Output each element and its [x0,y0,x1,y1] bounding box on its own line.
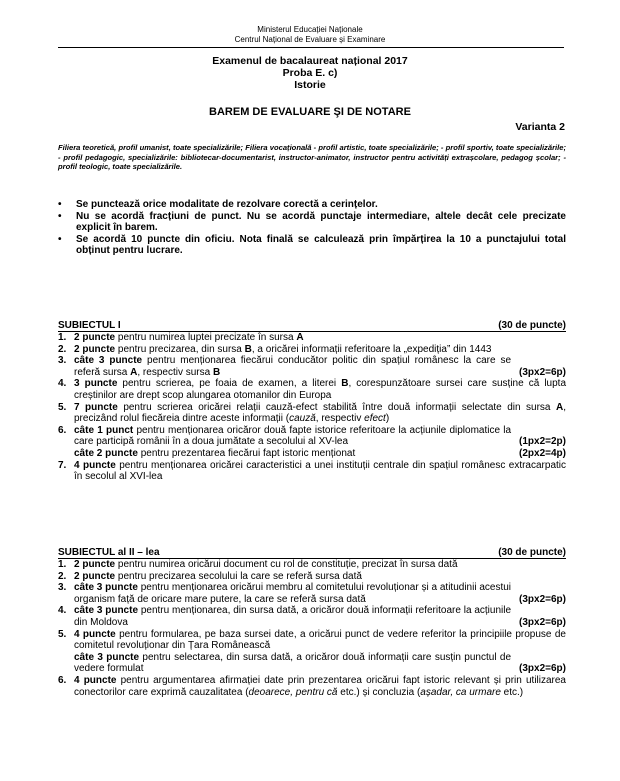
bullet-icon: • [58,199,62,210]
barem-item: 7. 4 puncte pentru menționarea oricărei caracteristici a unei instituții centrale din spațiul românesc extracarpatic în secolul al XVI-lea [58,459,567,483]
subject-1-points: (30 de puncte) [498,320,566,331]
rule-item: • Se punctează orice modalitate de rezolvare corectă a cerințelor. [58,199,378,210]
variant-label: Varianta 2 [515,121,565,133]
points-value: (3px2=6p) [519,593,566,605]
exam-title-block [0,55,620,91]
barem-item: 5. 7 puncte pentru scrierea oricărei relații cauză-efect stabilită între două informații selectate din sursa A, precizând rolul fiecăreia dintre aceste informații (cauză, respectiv efect) [58,401,566,425]
bullet-icon: • [58,210,62,222]
barem-item: 4. 3 puncte pentru scrierea, pe foaia de examen, a literei B, corespunzătoare sursei care susține că lupta creștinilor are drept scop alungarea otomanilor din Europa [58,378,567,401]
points-value: (3px2=6p) [519,366,566,378]
institution-header [0,25,620,45]
barem-item: 6. câte 1 punct pentru menționarea oricăror două fapte istorice referitoare la acțiunile diplomatice la care participă românii în a doua jumătate a secolului al XV-lea (1px2=2p) câte 2 puncte pentru prezentarea fiecărui fapt istoric menționat (2px2=4p) [58,424,566,459]
barem-item: 5. 4 puncte pentru formularea, pe baza sursei date, a oricărui punct de vedere referitor la principiile propuse de comitetul revoluționar din Țara Românească câte 3 puncte pentru selectarea, din sursa dată, a oricăror două informații care susțin punctul de vedere formulat (3px2=6p) [58,628,566,675]
points-value: (3px2=6p) [519,616,566,628]
subject-2-points: (30 de puncte) [498,547,566,558]
barem-title: BAREM DE EVALUARE ŞI DE NOTARE [209,106,411,118]
barem-item: 1. 2 puncte pentru numirea oricărui document cu rol de constituție, precizat în sursa dată [58,559,458,570]
barem-item: 3. câte 3 puncte pentru menționarea fiecărui conducător politic din spațiul românesc la care se referă sursa A, respectiv sursa B (3px2=6p) [58,355,566,378]
subject-1 [58,320,566,483]
general-rules [58,199,566,257]
points-value: (2px2=4p) [519,447,566,459]
subject-2-title: SUBIECTUL al II – lea [58,547,160,558]
subject-1-header [58,320,566,332]
points-value: (1px2=2p) [519,436,566,448]
barem-item: 4. câte 3 puncte pentru menționarea, din sursa dată, a oricăror două informații referitoare la acțiunile din Moldova (3px2=6p) [58,605,566,628]
ministry-name: Ministerul Educației Naționale [257,25,363,34]
center-name: Centrul Național de Evaluare și Examinare [234,35,386,44]
barem-item: 3. câte 3 puncte pentru menționarea oricărui membru al comitetului revoluționar și a atitudinii acestui organism față de oricare mare putere, la care se referă sursa dată (3px2=6p) [58,582,566,605]
points-value: (3px2=6p) [519,663,566,675]
subject-1-title: SUBIECTUL I [58,320,121,331]
barem-item: 2. 2 puncte pentru precizarea secolului la care se referă sursa dată [58,570,362,582]
filiera-text: Filiera teoretică, profil umanist, toate specializările; Filiera vocațională - profil artistic, toate specializările; - profil sportiv, toate specializările; - profil pedagogic, specializările: bibliotecar-documentarist, instructor-animator, instructor pentru activități extrașcolare, pedagog școlar; - profil teologic, toate specializările. [58,143,566,171]
barem-item: 1. 2 puncte pentru numirea luptei precizate în sursa A [58,332,304,343]
barem-item: 6. 4 puncte pentru argumentarea afirmației date prin prezentarea oricărui fapt istoric relevant și prin utilizarea conectorilor care exprimă cauzalitatea (deoarece, pentru că etc.) și concluzia (așadar, ca urmare etc.) [58,674,566,698]
exam-title: Examenul de bacalaureat național 2017 [212,55,408,67]
rule-item: • Nu se acordă fracțiuni de punct. Nu se acordă punctaje intermediare, altele decât cele precizate explicit în barem. [58,210,566,234]
rule-item: • Se acordă 10 puncte din oficiu. Nota finală se calculează prin împărțirea la 10 a punctajului total obținut pentru lucrare. [58,233,566,257]
header-divider [58,47,564,48]
exam-proba: Proba E. c) [282,67,338,79]
subject-2 [58,547,566,698]
bullet-icon: • [58,233,62,245]
exam-subject: Istorie [294,79,326,91]
barem-item: 2. 2 puncte pentru precizarea, din sursa B, a oricărei informații referitoare la „expediția” din 1443 [58,343,492,355]
subject-2-header [58,547,566,559]
